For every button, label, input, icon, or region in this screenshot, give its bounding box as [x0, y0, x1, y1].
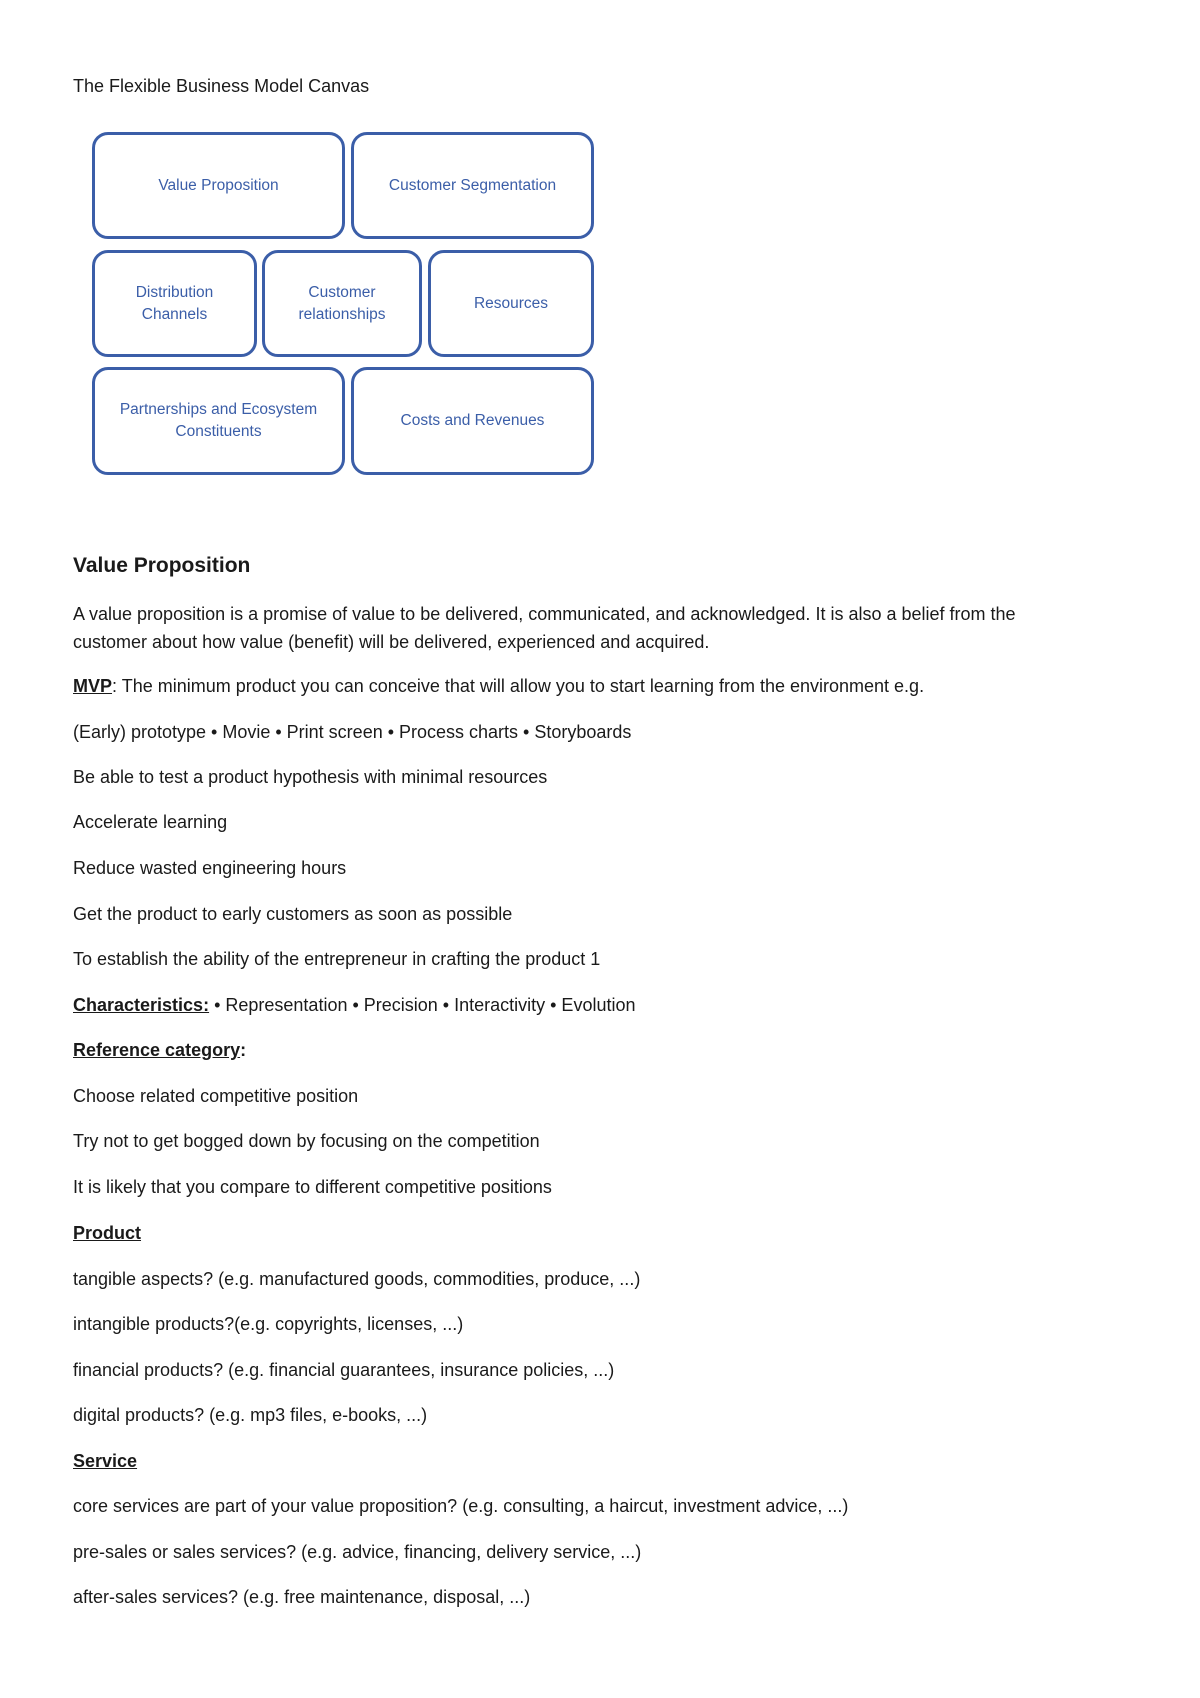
canvas-box-label: Resources [473, 294, 549, 312]
canvas-box-label: Partnerships and Ecosystem Constituents [119, 401, 318, 440]
reference-point: Try not to get bogged down by focusing on the competition [73, 1131, 540, 1151]
canvas-box-label: Customer relationships [298, 283, 386, 323]
document-title: The Flexible Business Model Canvas [73, 76, 370, 96]
mvp-examples: (Early) prototype • Movie • Print screen • Process charts • Storyboards [73, 722, 632, 742]
canvas-box-customer-relationships [262, 250, 422, 357]
characteristics-text: • Representation • Precision • Interactivity • Evolution [209, 995, 636, 1015]
canvas-box-costs-revenues [351, 367, 594, 475]
canvas-box-customer-segmentation [351, 132, 594, 239]
mvp-point: To establish the ability of the entrepreneur in crafting the product 1 [73, 949, 601, 969]
canvas-box-label: Costs and Revenues [400, 412, 545, 429]
canvas-box-value-proposition [92, 132, 345, 239]
product-label: Product [73, 1223, 142, 1243]
product-line [73, 1220, 141, 1247]
canvas-box-distribution-channels [92, 250, 257, 357]
canvas-box-partnerships [92, 367, 345, 475]
product-point: financial products? (e.g. financial guarantees, insurance policies, ...) [73, 1360, 615, 1380]
canvas-box-resources [428, 250, 594, 357]
reference-label: Reference category [73, 1040, 241, 1060]
canvas-box-label: Distribution Channels [135, 283, 214, 323]
characteristics-label: Characteristics: [73, 995, 210, 1015]
service-point: after-sales services? (e.g. free maintenance, disposal, ...) [73, 1587, 531, 1607]
mvp-point: Reduce wasted engineering hours [73, 858, 347, 878]
reference-line [73, 1037, 246, 1064]
reference-point: Choose related competitive position [73, 1086, 359, 1106]
mvp-text: : The minimum product you can conceive that will allow you to start learning from the environment e.g. [112, 676, 925, 696]
intro-paragraph: A value proposition is a promise of value to be delivered, communicated, and acknowledged. It is also a belief from the customer about how value (benefit) will be delivered, experienced and acquired. [73, 604, 1016, 652]
service-label: Service [73, 1451, 138, 1471]
product-point: intangible products?(e.g. copyrights, licenses, ...) [73, 1314, 464, 1334]
mvp-point: Be able to test a product hypothesis with minimal resources [73, 767, 548, 787]
mvp-line [73, 673, 924, 700]
reference-point: It is likely that you compare to different competitive positions [73, 1177, 552, 1197]
product-point: tangible aspects? (e.g. manufactured goods, commodities, produce, ...) [73, 1269, 641, 1289]
service-point: pre-sales or sales services? (e.g. advice, financing, delivery service, ...) [73, 1542, 642, 1562]
mvp-point: Accelerate learning [73, 812, 228, 832]
section-heading: Value Proposition [73, 554, 251, 577]
canvas-box-label: Value Proposition [158, 176, 279, 194]
service-point: core services are part of your value proposition? (e.g. consulting, a haircut, investment advice, ...) [73, 1496, 849, 1516]
canvas-box-label: Customer Segmentation [388, 176, 557, 194]
mvp-label: MVP [73, 676, 113, 696]
reference-suffix: : [240, 1040, 247, 1060]
characteristics-line [73, 992, 635, 1019]
product-point: digital products? (e.g. mp3 files, e-books, ...) [73, 1405, 428, 1425]
service-line [73, 1448, 137, 1475]
mvp-point: Get the product to early customers as soon as possible [73, 904, 513, 924]
